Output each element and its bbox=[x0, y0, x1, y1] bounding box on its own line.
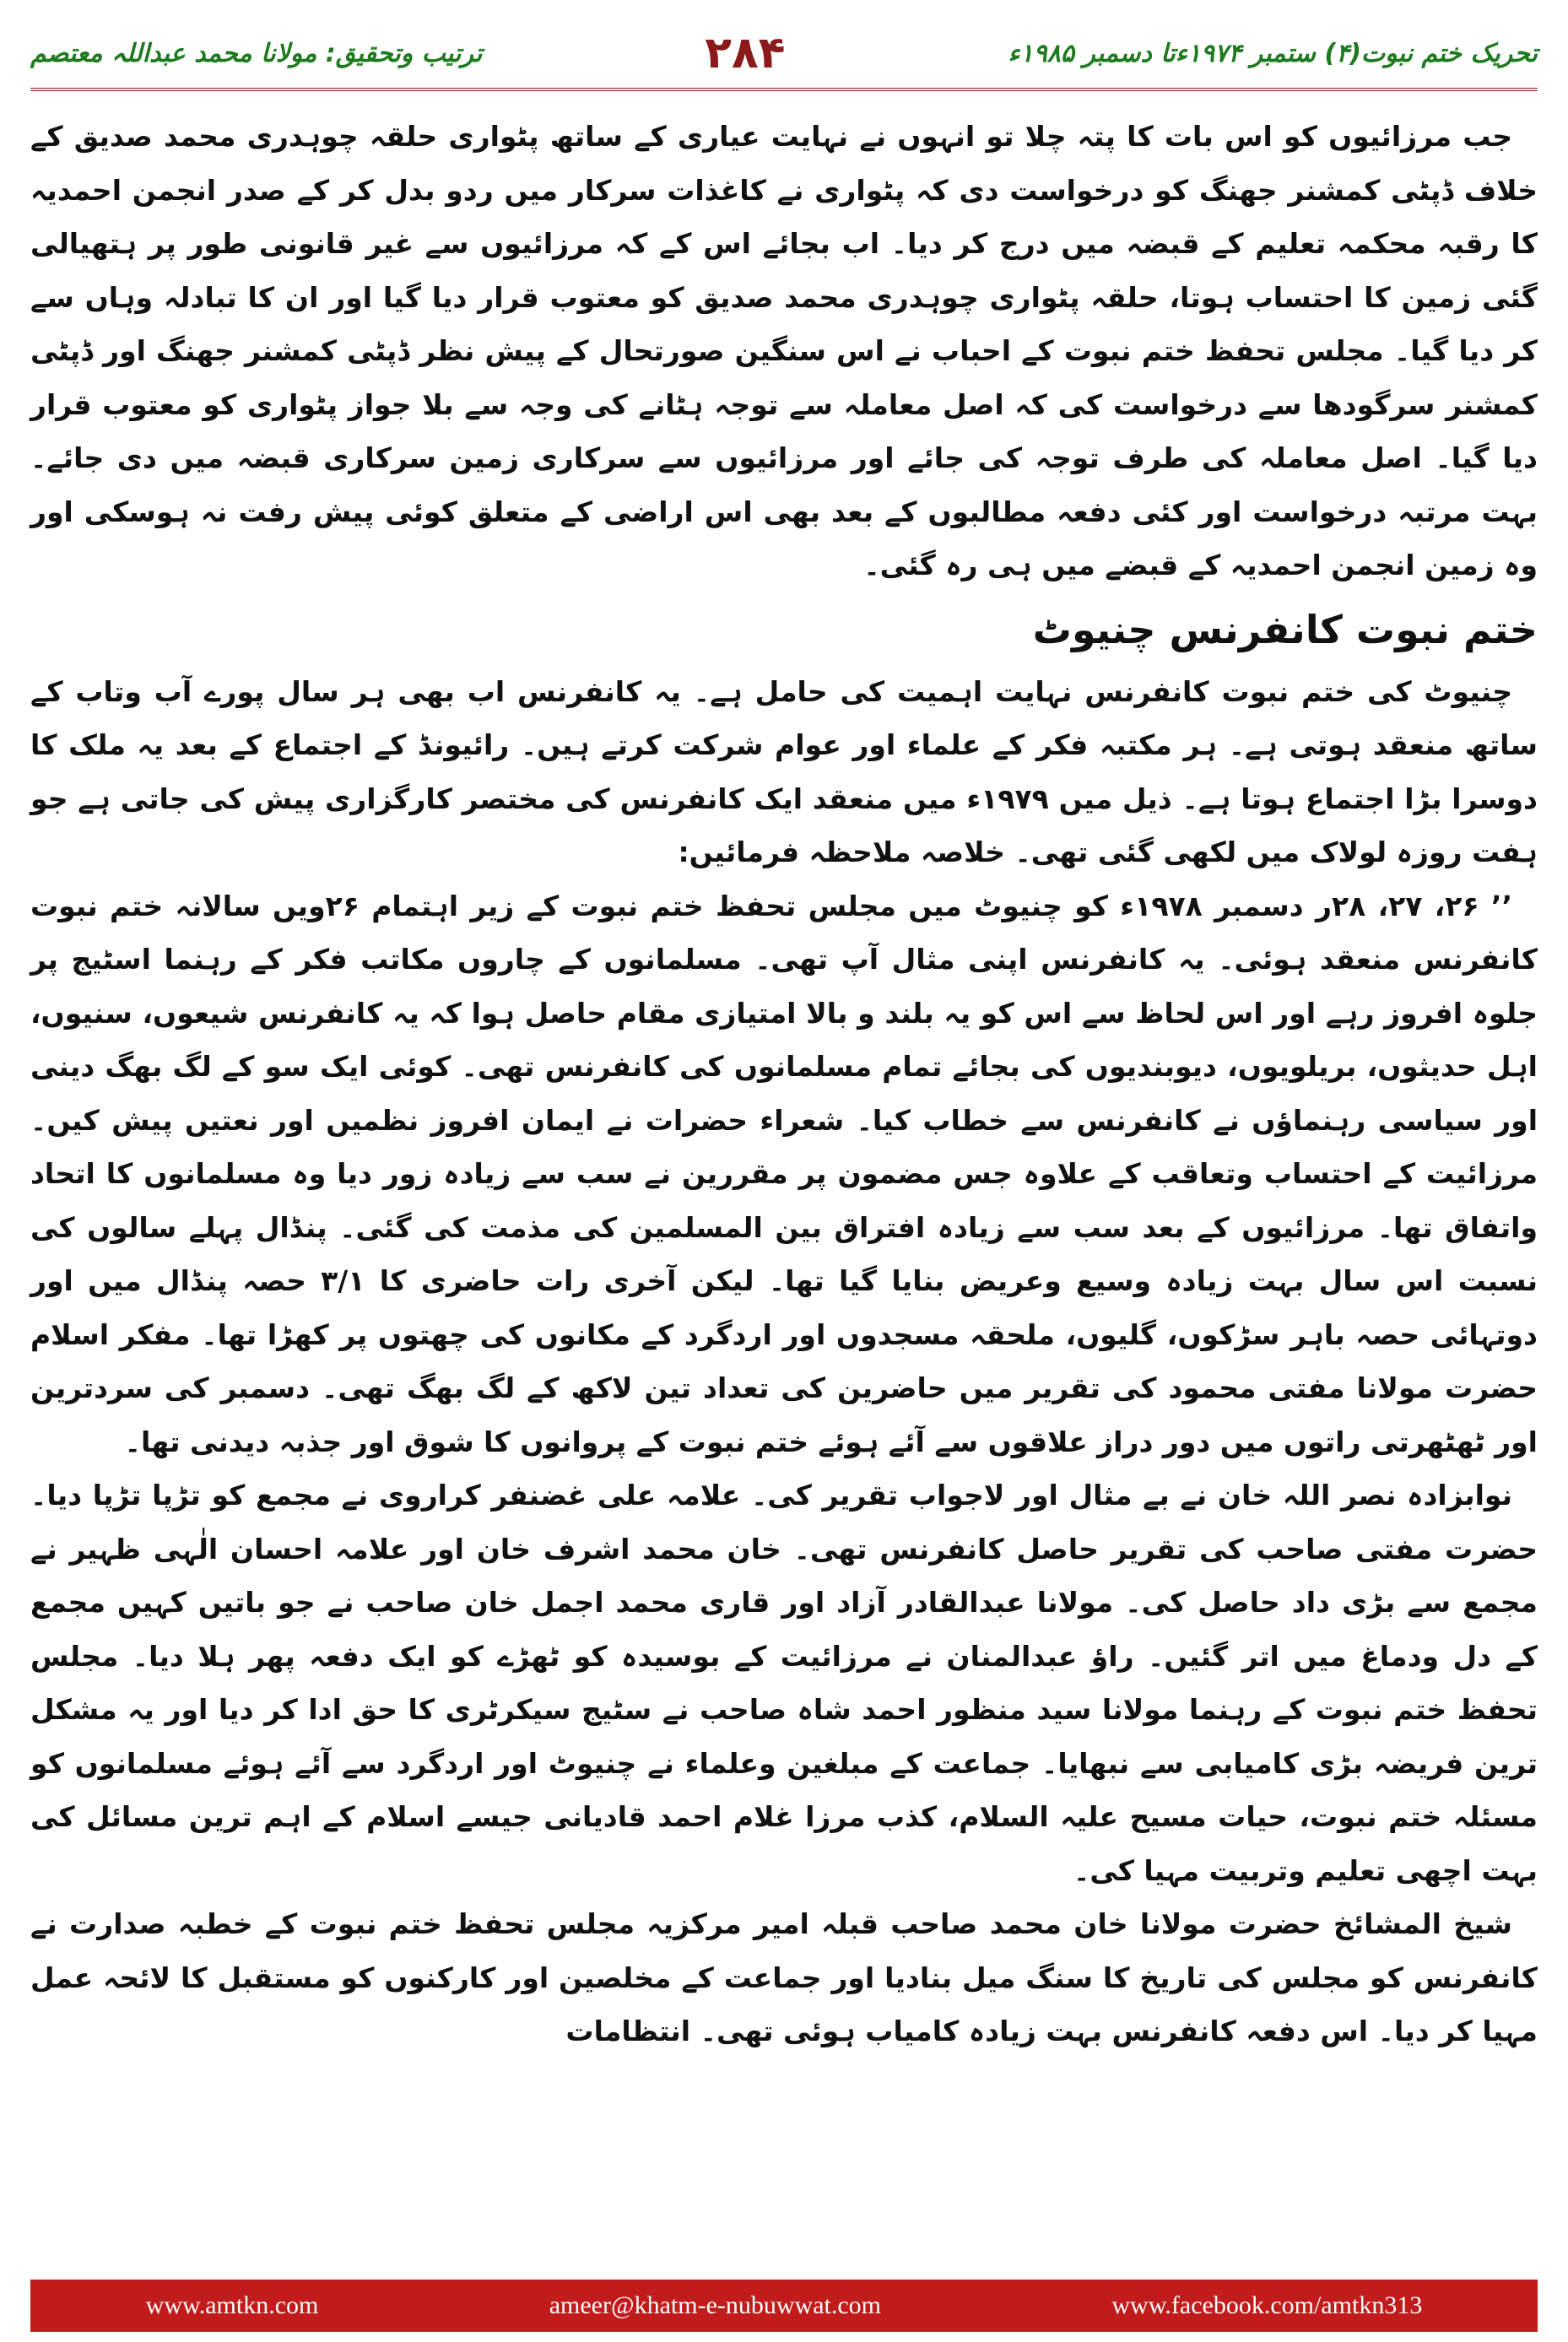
paragraph: ’’ ۲۶، ۲۷، ۲۸ر دسمبر ۱۹۷۸ء کو چنیوٹ میں مجلس تحفظ ختم نبوت کے زیر اہتمام ۲۶ویں سالانہ ختم نبوت کانفرنس منعقد ہوئی۔ یہ کانفرنس اپنی مثال آپ تھی۔ مسلمانوں کے چاروں مکاتب فکر کے رہنما اسٹیج پر جلوہ افروز رہے اور اس لحاظ سے اس کو یہ بلند و بالا امتیازی مقام حاصل ہوا کہ یہ کانفرنس شیعوں، سنیوں، اہل حدیثوں، بریلویوں، دیوبندیوں کی بجائے تمام مسلمانوں کی کانفرنس تھی۔ کوئی ایک سو کے لگ بھگ دینی اور سیاسی رہنماؤں نے کانفرنس سے خطاب کیا۔ شعراء حضرات نے ایمان افروز نظمیں اور نعتیں پیش کیں۔ مرزائیت کے احتساب وتعاقب کے علاوہ جس مضمون پر مقررین نے سب سے زیادہ زور دیا وہ مسلمانوں کا اتحاد واتفاق تھا۔ مرزائیوں کے بعد سب سے زیادہ افتراق بین المسلمین کی مذمت کی گئی۔ پنڈال پہلے سالوں کی نسبت اس سال بہت زیادہ وسیع وعریض بنایا گیا تھا۔ لیکن آخری رات حاضری کا ۳/۱ حصہ پنڈال میں اور دوتہائی حصہ باہر سڑکوں، گلیوں، ملحقہ مسجدوں اور اردگرد کے مکانوں کی چھتوں پر کھڑا تھا۔ مفکر اسلام حضرت مولانا مفتی محمود کی تقریر میں حاضرین کی تعداد تین لاکھ کے لگ بھگ تھی۔ دسمبر کی سردترین اور ٹھٹھرتی راتوں میں دور دراز علاقوں سے آئے ہوئے ختم نبوت کے پروانوں کا شوق اور جذبہ دیدنی تھا۔ bbox=[30, 889, 1538, 1458]
facebook-link[interactable]: www.facebook.com/amtkn313 bbox=[1111, 2291, 1423, 2319]
email-link[interactable]: ameer@khatm-e-nubuwwat.com bbox=[549, 2291, 882, 2319]
paragraph: چنیوٹ کی ختم نبوت کانفرنس نہایت اہمیت کی حامل ہے۔ یہ کانفرنس اب بھی ہر سال پورے آب وتاب کے ساتھ منعقد ہوتی ہے۔ ہر مکتبہ فکر کے علماء اور عوام شرکت کرتے ہیں۔ رائیونڈ کے اجتماع کے بعد یہ ملک کا دوسرا بڑا اجتماع ہوتا ہے۔ ذیل میں ۱۹۷۹ء میں منعقد ایک کانفرنس کی مختصر کارگزاری پیش کی جاتی ہے جو ہفت روزہ لولاک میں لکھی گئی تھی۔ خلاصہ ملاحظہ فرمائیں: bbox=[30, 674, 1538, 868]
page-body bbox=[30, 110, 1538, 2266]
paragraph: شیخ المشائخ حضرت مولانا خان محمد صاحب قبلہ امیر مرکزیہ مجلس تحفظ ختم نبوت کے خطبہ صدارت نے کانفرنس کو مجلس کی تاریخ کا سنگ میل بنادیا اور جماعت کے مخلصین اور کارکنوں کو مستقبل کا لائحہ عمل مہیا کر دیا۔ اس دفعہ کانفرنس بہت زیادہ کامیاب ہوئی تھی۔ انتظامات bbox=[30, 1907, 1538, 2047]
book-title: تحریک ختم نبوت(۴) ستمبر ۱۹۷۴ءتا دسمبر ۱۹۸۵ء bbox=[1008, 38, 1538, 68]
page-header bbox=[30, 24, 1538, 83]
page-number: ۲۸۴ bbox=[705, 28, 786, 78]
paragraph: نوابزادہ نصر اللہ خان نے بے مثال اور لاجواب تقریر کی۔ علامہ علی غضنفر کراروی نے مجمع کو تڑپا تڑپا دیا۔ حضرت مفتی صاحب کی تقریر حاصل کانفرنس تھی۔ خان محمد اشرف خان اور علامہ احسان الٰہی ظہیر نے مجمع سے بڑی داد حاصل کی۔ مولانا عبدالقادر آزاد اور قاری محمد اجمل خان صاحب نے جو باتیں کہیں مجمع کے دل ودماغ میں اتر گئیں۔ راؤ عبدالمنان نے مرزائیت کے بوسیدہ کو ٹھڑے کو ایک دفعہ پھر ہلا دیا۔ مجلس تحفظ ختم نبوت کے رہنما مولانا سید منظور احمد شاہ صاحب نے سٹیج سیکرٹری کا حق ادا کر دیا اور یہ مشکل ترین فریضہ بڑی کامیابی سے نبھایا۔ جماعت کے مبلغین وعلماء نے چنیوٹ اور اردگرد سے آئے ہوئے مسلمانوں کو مسئلہ ختم نبوت، حیات مسیح علیہ السلام، کذب مرزا غلام احمد قادیانی جیسے اسلام کے اہم ترین مسائل کی بہت اچھی تعلیم وتربیت مہیا کی۔ bbox=[30, 1479, 1538, 1887]
section-heading: ختم نبوت کانفرنس چنیوٹ bbox=[1032, 606, 1538, 652]
header-divider bbox=[30, 88, 1538, 91]
paragraph: جب مرزائیوں کو اس بات کا پتہ چلا تو انہوں نے نہایت عیاری کے ساتھ پٹواری حلقہ چوہدری محمد صدیق کے خلاف ڈپٹی کمشنر جھنگ کو درخواست دی کہ پٹواری نے کاغذات سرکار میں ردو بدل کر کے صدر انجمن احمدیہ کا رقبہ محکمہ تعلیم کے قبضہ میں درج کر دیا۔ اب بجائے اس کے کہ مرزائیوں سے غیر قانونی طور پر ہتھیالی گئی زمین کا احتساب ہوتا، حلقہ پٹواری چوہدری محمد صدیق کو معتوب قرار دیا گیا اور ان کا تبادلہ وہاں سے کر دیا گیا۔ مجلس تحفظ ختم نبوت کے احباب نے اس سنگین صورتحال کے پیش نظر ڈپٹی کمشنر جھنگ اور ڈپٹی کمشنر سرگودھا سے درخواست کی کہ اصل معاملہ سے توجہ ہٹانے کی وجہ سے بلا جواز پٹواری کو معتوب قرار دیا گیا۔ اصل معاملہ کی طرف توجہ کی جائے اور مرزائیوں سے سرکاری زمین سرکاری قبضہ میں دی جائے۔ بہت مرتبہ درخواست اور کئی دفعہ مطالبوں کے بعد بھی اس اراضی کے متعلق کوئی پیش رفت نہ ہوسکی اور وہ زمین انجمن احمدیہ کے قبضے میں ہی رہ گئی۔ bbox=[30, 120, 1538, 581]
page-footer bbox=[30, 2280, 1538, 2332]
website-link[interactable]: www.amtkn.com bbox=[145, 2291, 319, 2319]
compiler-credit: ترتیب وتحقیق: مولانا محمد عبداللہ معتصم bbox=[30, 38, 483, 68]
